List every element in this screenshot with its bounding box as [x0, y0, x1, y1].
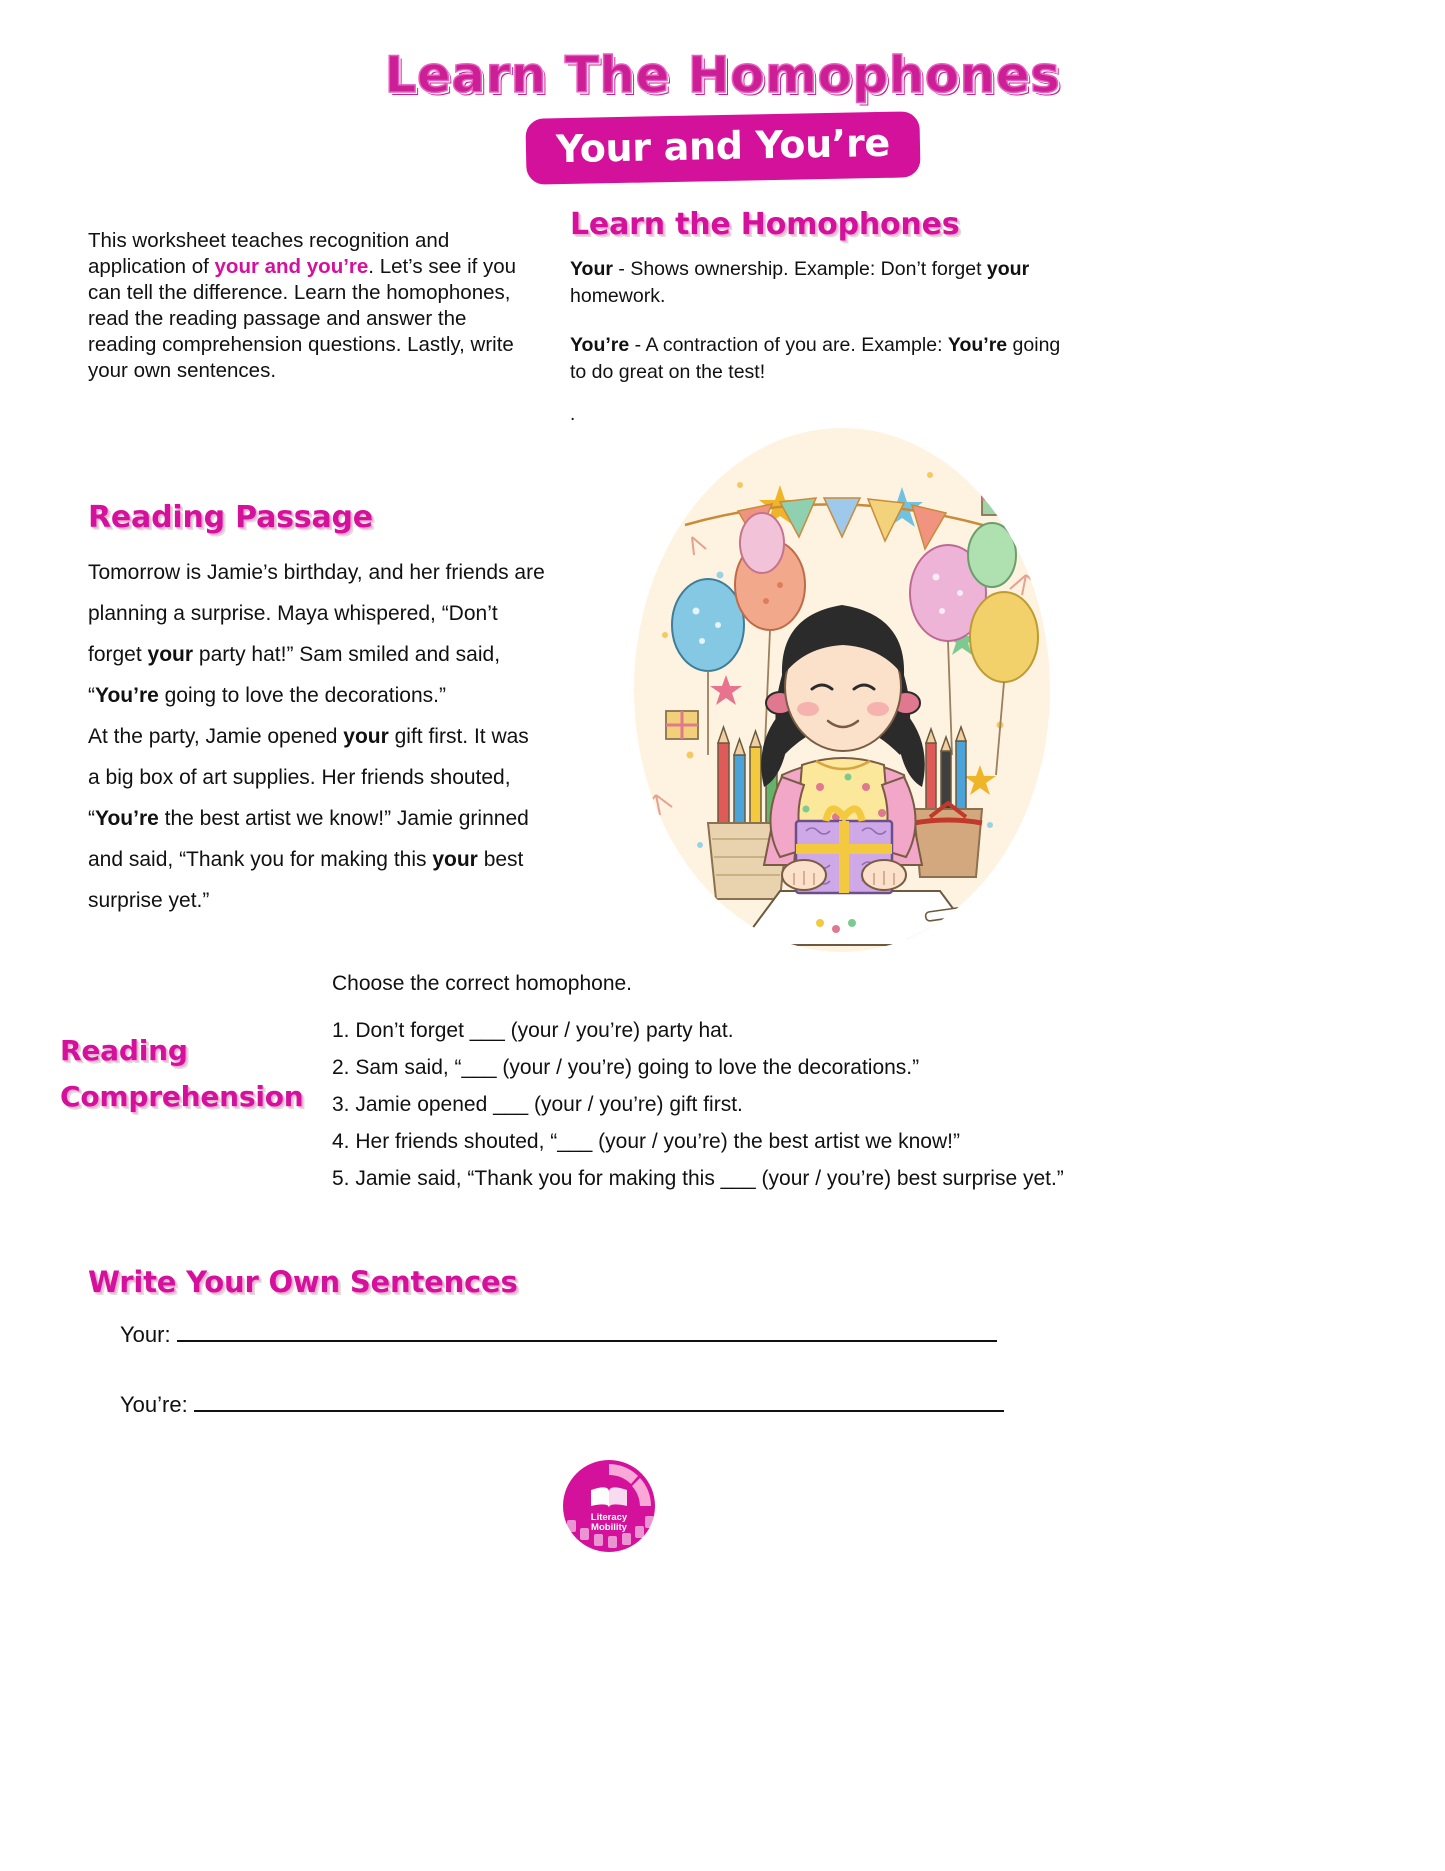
definitions-heading: Learn the Homophones [570, 207, 960, 242]
comprehension-question-1: 1. Don’t forget ___ (your / you’re) party hat. [332, 1019, 734, 1042]
write-own-row-youre [120, 1392, 1004, 1418]
comprehension-question-5: 5. Jamie said, “Thank you for making this ___ (your / you’re) best surprise yet.” [332, 1167, 1064, 1190]
passage-line-8-bold: your [432, 848, 478, 871]
logo-text-line2: Mobility [591, 1522, 627, 1533]
passage-line-8-a: and said, “Thank you for making this [88, 848, 433, 871]
passage-line-4 [88, 675, 633, 716]
passage-line-8-c: best [477, 848, 524, 871]
passage-line-4-c: going to love the decorations.” [158, 684, 446, 707]
write-own-heading: Write Your Own Sentences [88, 1265, 518, 1299]
title-badge: Your and You’re [525, 111, 920, 185]
passage-line-1-text: Tomorrow is Jamie’s birthday, and her friends are [88, 561, 545, 584]
write-own-row-your [120, 1322, 997, 1348]
passage-line-5 [88, 716, 633, 757]
reading-comprehension-heading-line2: Comprehension [60, 1080, 304, 1113]
passage-line-1 [88, 552, 633, 593]
passage-line-3-bold: your [147, 643, 194, 666]
passage-line-2-text: planning a surprise. Maya whispered, “Don’t [88, 602, 498, 625]
comprehension-question-3: 3. Jamie opened ___ (your / you’re) gift first. [332, 1093, 743, 1116]
passage-line-6 [88, 757, 633, 798]
definition-youre-text-a: - A contraction of you are. Example: [629, 334, 948, 356]
intro-paragraph [88, 228, 520, 384]
reading-comprehension-heading [60, 1028, 330, 1120]
page-title: Learn The Homophones [384, 46, 1061, 104]
passage-line-7 [88, 798, 633, 839]
comprehension-question-4: 4. Her friends shouted, “___ (your / you’re) the best artist we know!” [332, 1130, 960, 1153]
intro-text-after: . Let’s see if you can tell the difference. Learn the homophones, read the reading passage and answer the reading comprehension questions. Lastly, write your own sentences. [88, 255, 517, 382]
passage-line-3-c: party hat!” Sam smiled and said, [193, 643, 501, 666]
passage-line-5-bold: your [343, 725, 389, 748]
definition-your [570, 256, 1070, 310]
definition-your-bold: your [986, 258, 1030, 280]
comprehension-instruction: Choose the correct homophone. [332, 972, 633, 995]
passage-line-4-bold: You’re [95, 684, 159, 707]
intro-text-before: This worksheet teaches recognition and application of [88, 229, 450, 278]
passage-line-5-a: At the party, Jamie opened [88, 725, 344, 748]
passage-line-8 [88, 839, 633, 880]
reading-passage-text [88, 552, 633, 921]
literacy-mobility-logo [561, 1458, 657, 1554]
write-own-label-your: Your: [120, 1322, 171, 1347]
definition-youre [570, 332, 1070, 386]
definition-youre-term: You’re [570, 334, 630, 356]
comprehension-question-2: 2. Sam said, “___ (your / you’re) going to love the decorations.” [332, 1056, 920, 1079]
definitions-block [570, 256, 1070, 425]
title-badge-container [0, 115, 1445, 181]
reading-passage-heading: Reading Passage [88, 500, 373, 535]
passage-line-2 [88, 593, 633, 634]
passage-line-9-text: surprise yet.” [88, 889, 210, 912]
definition-your-text-a: - Shows ownership. Example: Don’t forget [612, 258, 987, 280]
passage-line-5-c: gift first. It was [388, 725, 529, 748]
definition-your-term: Your [570, 258, 613, 280]
stray-period: . [570, 404, 576, 425]
passage-line-7-bold: You’re [95, 807, 159, 830]
definition-youre-text-b: going to do great on the test! [570, 334, 1061, 383]
passage-line-7-c: the best artist we know!” Jamie grinned [158, 807, 529, 830]
passage-line-3 [88, 634, 633, 675]
passage-line-9 [88, 880, 633, 921]
definition-your-text-b: homework. [570, 285, 666, 307]
comprehension-question-list [332, 1012, 1402, 1197]
passage-line-6-text: a big box of art supplies. Her friends shouted, [88, 766, 511, 789]
write-own-input-youre[interactable] [194, 1392, 1004, 1412]
birthday-illustration [630, 425, 1055, 955]
logo-text-line1: Literacy [590, 1512, 628, 1523]
definition-youre-bold: You’re [947, 334, 1008, 356]
intro-highlight: your and you’re [214, 255, 369, 278]
reading-comprehension-heading-line1: Reading [60, 1034, 188, 1067]
passage-line-3-a: forget [88, 643, 148, 666]
write-own-label-youre: You’re: [120, 1392, 188, 1417]
passage-line-7-a: “ [88, 807, 95, 830]
passage-line-4-a: “ [88, 684, 95, 707]
write-own-input-your[interactable] [177, 1322, 997, 1342]
